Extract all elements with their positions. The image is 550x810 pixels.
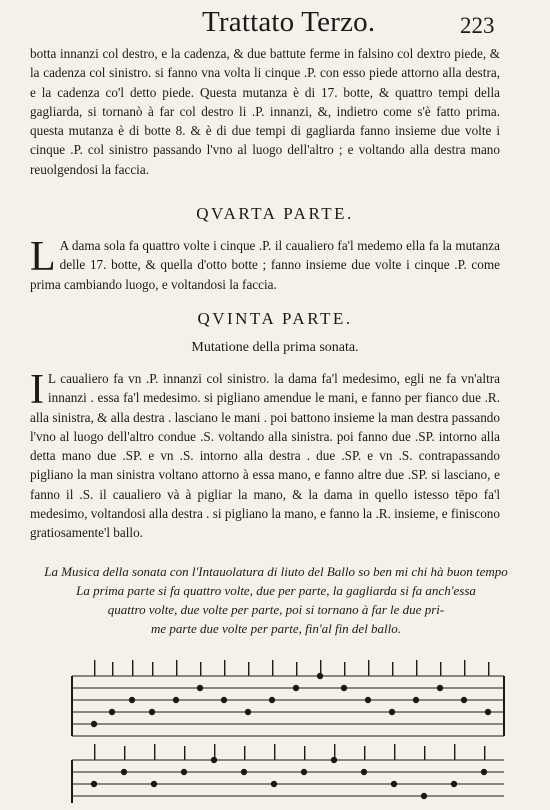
running-title: Trattato Terzo. [202,6,376,38]
continued-paragraph [30,44,500,179]
quarta-paragraph [30,236,500,294]
paragraph-text: L caualiero fa vn .P. innanzi col sinistro. la dama fa'l medesimo, egli ne fa vn'altra innanzi . essa fa'l medesimo. si pigliano amendue le mani, e fanno per fianco due .R. alla sinistra, & alla destra . lasciano le mani . poi battono insieme la man destra passando l'vno al luogo dell'altro condue .S. voltando alla sinistra. poi fanno due .SP. intorno alla detta mano due .SP. e vn .S. intorno alla destra . due .SP. e vn .S. contrapassando pigliano la man sinistra voltano attorno à essa mano, e fanno altre due .SP. si lasciano, e fanno il .S. il caualiero và à pigliar la mano, & la dama in quello istesso tēpo fa'l medesimo, voltandosi alla destra . si pigliano la mano, e fanno la .R. insieme, e finiscono gratiosamente'l ballo. [30,371,500,541]
instruction-line: La Musica della sonata con l'Intauolatura di liuto del Ballo so ben mi chi hà buon tempo [44,564,508,579]
section-subheading: Mutatione della prima sonata. [191,340,359,355]
instruction-line: La prima parte si fa quattro volte, due per parte, la gagliarda si fa anch'essa [76,583,476,598]
section-heading-quinta: QVINTA PARTE. [197,309,353,328]
tablature-figure [54,658,510,803]
page-header [0,6,550,46]
instruction-line: me parte due volte per parte, fin'al fin del ballo. [150,621,402,636]
instruction-line: quattro volte, due volte per parte, poi si tornano à far le due pri- [107,602,445,617]
drop-cap: I [30,367,44,413]
section-heading-quarta: QVARTA PARTE. [196,204,354,223]
paragraph-text: A dama sola fa quattro volte i cinque .P. il caualiero fa'l medemo ella fa la mutanza delle 17. botte, & quella d'otto botte ; fanno insieme due volte i cinque .P. come prima cambiando luogo, e voltandosi la faccia. [30,238,500,292]
lute-tablature [54,658,510,803]
music-instructions [36,562,516,638]
drop-cap: L [30,234,56,280]
page-number: 223 [460,13,495,38]
paragraph-text: botta innanzi col destro, e la cadenza, & due battute ferme in falsino col dextro piede, & la cadenza col sinistro. si fanno vna volta li cinque .P. con esso piede attorno alla destra, e la cadenza co'l detto piede. Questa mutanza è di 17. botte, & quattro tempi della gagliarda, si tornanò à far col destro li .P. innanzi, &, indietro come s'è fatto prima. questa mutanza è di botte 8. & è di due tempi di gagliarda fanno insieme due volte i cinque .P. col sinistro passando l'vno al luogo dell'altro ; e voltando alla destra mano reuolgendosi la faccia. [30,46,500,177]
quinta-paragraph [30,369,500,543]
